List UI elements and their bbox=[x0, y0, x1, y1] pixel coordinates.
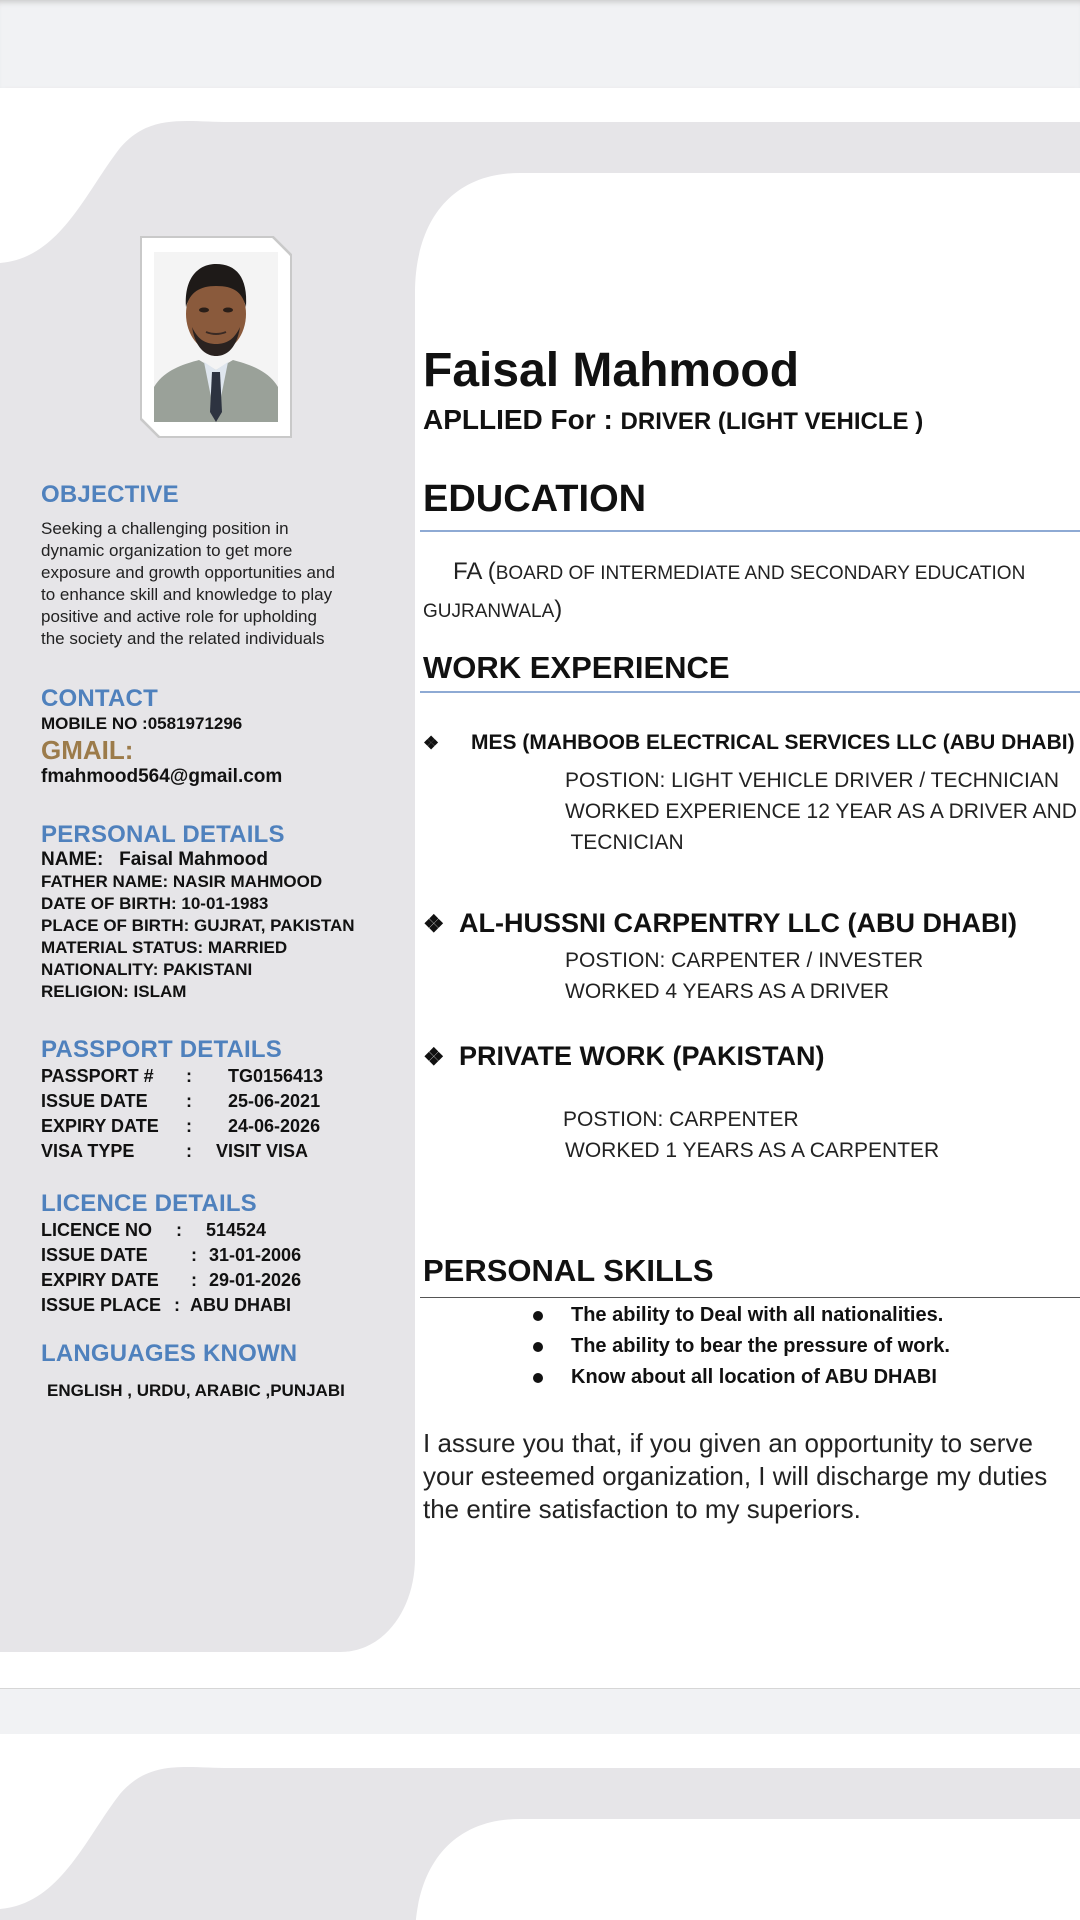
job-entry bbox=[423, 908, 1080, 1007]
skills-rule bbox=[420, 1297, 1080, 1298]
objective-line: positive and active role for upholding bbox=[41, 607, 317, 626]
job-line: POSTION: CARPENTER / INVESTER bbox=[565, 949, 924, 972]
passport-key: ISSUE DATE bbox=[41, 1091, 148, 1111]
contact-section bbox=[41, 685, 401, 788]
objective-line: the society and the related individuals bbox=[41, 629, 325, 648]
job-entry bbox=[423, 1041, 1080, 1166]
objective-heading: OBJECTIVE bbox=[41, 481, 179, 508]
applied-value: DRIVER (LIGHT VEHICLE ) bbox=[620, 408, 924, 435]
licence-value: ABU DHABI bbox=[190, 1295, 291, 1315]
passport-row bbox=[41, 1064, 401, 1089]
licence-row bbox=[41, 1243, 401, 1268]
diamond-bullet-icon: ❖ bbox=[423, 1044, 445, 1071]
job-line: POSTION: LIGHT VEHICLE DRIVER / TECHNICIAN bbox=[565, 769, 1059, 792]
education-rule bbox=[420, 530, 1080, 532]
languages-heading: LANGUAGES KNOWN bbox=[41, 1340, 298, 1367]
applied-label: APLLIED For : bbox=[423, 404, 613, 435]
licence-value: 31-01-2006 bbox=[209, 1245, 302, 1265]
personal-details-section bbox=[41, 821, 401, 1003]
skill-item bbox=[533, 1362, 1080, 1393]
objective-line: exposure and growth opportunities and bbox=[41, 563, 335, 582]
passport-row bbox=[41, 1139, 401, 1164]
work-section bbox=[423, 650, 1080, 686]
licence-key: ISSUE PLACE bbox=[41, 1295, 162, 1315]
licence-colon: : bbox=[176, 1220, 182, 1240]
father-name: FATHER NAME: NASIR MAHMOOD bbox=[41, 872, 323, 891]
job-line: POSTION: CARPENTER bbox=[563, 1108, 799, 1131]
job-line: TECNICIAN bbox=[565, 831, 684, 854]
licence-colon: : bbox=[191, 1245, 197, 1265]
mobile-number[interactable]: MOBILE NO :0581971296 bbox=[41, 714, 243, 733]
work-heading: WORK EXPERIENCE bbox=[423, 650, 730, 685]
job-title: MES (MAHBOOB ELECTRICAL SERVICES LLC (ABU DHABI) bbox=[471, 731, 1075, 754]
next-page-background bbox=[0, 1734, 1080, 1920]
closing-line: I assure you that, if you given an opportunity to serve bbox=[423, 1428, 1033, 1458]
job-line: WORKED EXPERIENCE 12 YEAR AS A DRIVER AND bbox=[565, 800, 1077, 823]
education-city: GUJRANWALA bbox=[423, 601, 555, 622]
closing-line: your esteemed organization, I will discharge my duties bbox=[423, 1461, 1048, 1491]
licence-row bbox=[41, 1293, 401, 1318]
passport-colon: : bbox=[186, 1091, 192, 1111]
email-address[interactable]: fmahmood564@gmail.com bbox=[41, 766, 283, 787]
education-degree: FA ( bbox=[453, 558, 496, 585]
passport-key: PASSPORT # bbox=[41, 1066, 154, 1086]
licence-details-heading: LICENCE DETAILS bbox=[41, 1190, 257, 1217]
licence-row bbox=[41, 1218, 401, 1243]
closing-line: the entire satisfaction to my superiors. bbox=[423, 1494, 861, 1524]
licence-value: 29-01-2026 bbox=[209, 1270, 302, 1290]
licence-value: 514524 bbox=[206, 1220, 267, 1240]
closing-statement bbox=[423, 1427, 1080, 1526]
place-of-birth: PLACE OF BIRTH: GUJRAT, PAKISTAN bbox=[41, 916, 355, 935]
name-row bbox=[41, 849, 401, 871]
passport-value: VISIT VISA bbox=[216, 1141, 309, 1161]
skill-item bbox=[533, 1331, 1080, 1362]
name-value: Faisal Mahmood bbox=[119, 849, 268, 870]
passport-value: TG0156413 bbox=[228, 1066, 324, 1086]
passport-details-section bbox=[41, 1036, 401, 1164]
next-page-preview[interactable] bbox=[0, 1734, 1080, 1920]
personal-details-heading: PERSONAL DETAILS bbox=[41, 821, 285, 848]
applicant-name: Faisal Mahmood bbox=[423, 344, 800, 397]
job-title: AL-HUSSNI CARPENTRY LLC (ABU DHABI) bbox=[459, 908, 1017, 938]
profile-photo-frame bbox=[142, 238, 290, 436]
licence-colon: : bbox=[191, 1270, 197, 1290]
education-entry bbox=[423, 554, 1080, 630]
skill-item bbox=[533, 1300, 1080, 1331]
name-label: NAME: bbox=[41, 849, 104, 870]
bullet-dot-icon bbox=[533, 1342, 543, 1352]
contact-heading: CONTACT bbox=[41, 685, 158, 712]
job-line: WORKED 1 YEARS AS A CARPENTER bbox=[565, 1139, 940, 1162]
passport-row bbox=[41, 1114, 401, 1139]
top-band bbox=[0, 0, 1080, 88]
passport-colon: : bbox=[186, 1066, 192, 1086]
passport-value: 24-06-2026 bbox=[228, 1116, 321, 1136]
licence-details-section bbox=[41, 1190, 401, 1318]
header-section bbox=[423, 343, 1080, 436]
skill-text: Know about all location of ABU DHABI bbox=[571, 1366, 937, 1388]
licence-row bbox=[41, 1268, 401, 1293]
education-section bbox=[423, 478, 1080, 521]
work-rule bbox=[420, 691, 1080, 693]
passport-row bbox=[41, 1089, 401, 1114]
skills-list bbox=[423, 1300, 1080, 1393]
licence-key: EXPIRY DATE bbox=[41, 1270, 159, 1290]
nationality: NATIONALITY: PAKISTANI bbox=[41, 960, 253, 979]
education-heading: EDUCATION bbox=[423, 478, 647, 520]
education-close: ) bbox=[554, 596, 563, 623]
skill-text: The ability to Deal with all nationalities. bbox=[571, 1304, 944, 1326]
job-entry bbox=[423, 731, 1080, 858]
objective-line: Seeking a challenging position in bbox=[41, 519, 289, 538]
religion: RELIGION: ISLAM bbox=[41, 982, 187, 1001]
job-title: PRIVATE WORK (PAKISTAN) bbox=[459, 1041, 825, 1071]
skills-heading: PERSONAL SKILLS bbox=[423, 1253, 714, 1288]
education-board: BOARD OF INTERMEDIATE AND SECONDARY EDUCATION bbox=[495, 563, 1026, 584]
passport-value: 25-06-2021 bbox=[228, 1091, 321, 1111]
objective-line: to enhance skill and knowledge to play bbox=[41, 585, 333, 604]
passport-key: EXPIRY DATE bbox=[41, 1116, 159, 1136]
job-line: WORKED 4 YEARS AS A DRIVER bbox=[565, 980, 890, 1003]
licence-key: ISSUE DATE bbox=[41, 1245, 148, 1265]
passport-details-heading: PASSPORT DETAILS bbox=[41, 1036, 282, 1063]
licence-key: LICENCE NO bbox=[41, 1220, 153, 1240]
objective-section bbox=[41, 481, 401, 650]
diamond-bullet-icon: ❖ bbox=[423, 733, 440, 753]
bullet-dot-icon bbox=[533, 1373, 543, 1383]
gmail-label: GMAIL: bbox=[41, 735, 134, 765]
page-separator bbox=[0, 1688, 1080, 1735]
languages-section bbox=[41, 1340, 401, 1402]
skill-text: The ability to bear the pressure of work. bbox=[571, 1335, 950, 1357]
languages-value: ENGLISH , URDU, ARABIC ,PUNJABI bbox=[47, 1381, 345, 1400]
diamond-bullet-icon: ❖ bbox=[423, 911, 445, 938]
bullet-dot-icon bbox=[533, 1311, 543, 1321]
objective-line: dynamic organization to get more bbox=[41, 541, 293, 560]
passport-key: VISA TYPE bbox=[41, 1141, 135, 1161]
resume-page[interactable] bbox=[0, 88, 1080, 1688]
marital-status: MATERIAL STATUS: MARRIED bbox=[41, 938, 288, 957]
profile-photo bbox=[154, 252, 278, 422]
passport-colon: : bbox=[186, 1141, 192, 1161]
passport-colon: : bbox=[186, 1116, 192, 1136]
skills-section bbox=[423, 1253, 1080, 1289]
date-of-birth: DATE OF BIRTH: 10-01-1983 bbox=[41, 894, 269, 913]
licence-colon: : bbox=[174, 1295, 180, 1315]
applied-for bbox=[423, 404, 1080, 436]
objective-text bbox=[41, 518, 401, 650]
